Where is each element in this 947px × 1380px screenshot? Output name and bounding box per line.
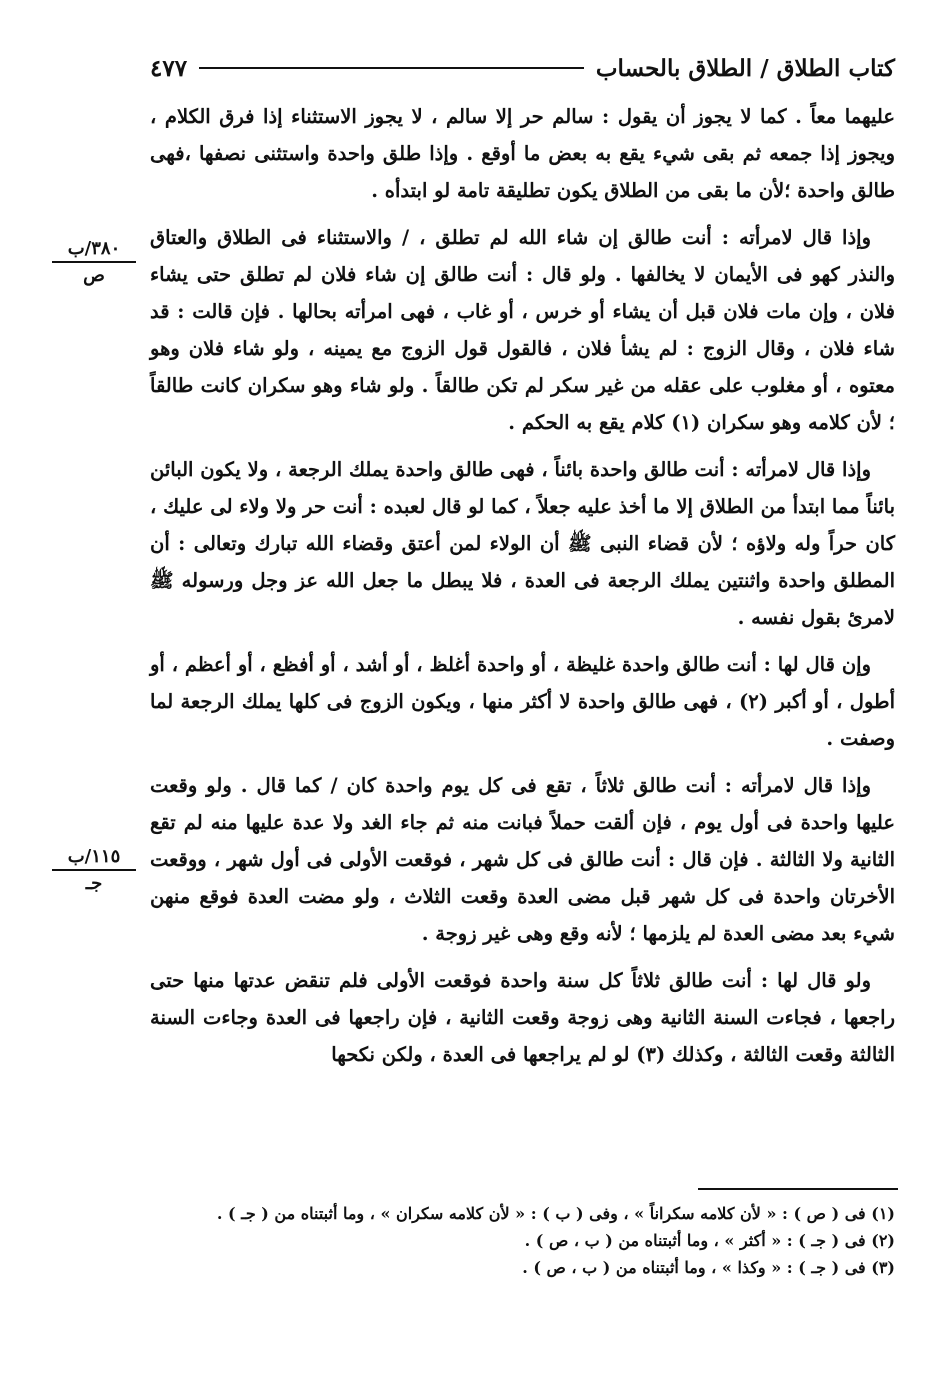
- header-rule: [199, 67, 584, 69]
- chapter-title: كتاب الطلاق / الطلاق بالحساب: [595, 54, 895, 82]
- paragraph-1: عليهما معاً . كما لا يجوز أن يقول : سالم حر إلا سالم ، لا يجوز الاستثناء إذا فرق الكلام ، ويجوز إذا جمعه ثم بقى شيء يقع به بعض ما أوقع . وإذا طلق واحدة واستثنى نصفها ،فهى طالق واحدة ؛لأن ما بقى من الطلاق يكون تطليقة تامة لو ابتدأه .: [150, 105, 895, 202]
- margin-folio-ref: ٣٨٠/ب: [52, 238, 136, 263]
- footnote-2: (٢) فى ( جـ ) : « أكثر » ، وما أثبتناه من ( ب ، ص ) .: [524, 1231, 895, 1250]
- paragraph-3: وإذا قال لامرأته : أنت طالق واحدة بائناً ، فهى طالق واحدة يملك الرجعة ، ولا يكون البائن بائناً مما ابتدأ من الطلاق إلا ما أخذ عليه جعلاً ، كما لو قال لعبده : أنت حر ولا ولاء لى عليك ، كان حراً وله ولاؤه ؛ لأن قضاء النبى ﷺ أن الولاء لمن أعتق وقضاء الله تبارك وتعالى : أن المطلق واحدة واثنتين يملك الرجعة فى العدة ، فلا يبطل ما جعل الله عز وجل ورسوله ﷺ لامرئ بقول نفسه .: [150, 458, 895, 629]
- paragraph-6: ولو قال لها : أنت طالق ثلاثاً كل سنة واحدة فوقعت الأولى فلم تنقض عدتها منها حتى راجعها ، فجاءت السنة الثانية وهى زوجة وقعت الثانية ، فإن راجعها فى العدة وجاءت السنة الثالثة وقعت الثالثة ، وكذلك (٣) لو لم يراجعها فى العدة ، ولكن نكحها: [150, 969, 895, 1066]
- margin-folio-ref: ١١٥/ب: [52, 846, 136, 871]
- paragraph-2: وإذا قال لامرأته : أنت طالق إن شاء الله لم تطلق ، / والاستثناء فى الطلاق والعتاق والنذر كهو فى الأيمان لا يخالفها . ولو قال : أنت طالق إن شاء فلان لم تطلق حتى يشاء فلان ، وإن مات فلان قبل أن يشاء أو خرس ، أو غاب ، فهى امرأته بحالها . فإن قالت : قد شاء فلان ، وقال الزوج : لم يشأ فلان ، فالقول قول الزوج مع يمينه ، ولو شاء فلان وهو معتوه ، أو مغلوب على عقله من غير سكر لم تكن طالقاً . ولو شاء وهو سكران كانت طالقاً ؛ لأن كلامه وهو سكران (١) كلام يقع به الحكم .: [150, 226, 895, 434]
- margin-note-1: [52, 238, 136, 286]
- margin-note-2: [52, 846, 136, 894]
- paragraph-5: وإذا قال لامرأته : أنت طالق ثلاثاً ، تقع فى كل يوم واحدة كان / كما قال . ولو وقعت عليها واحدة فى أول يوم ، فإن ألقت حملاً فبانت منه ثم جاء الغد ولا عدة عليها منه لم تقع الثانية ولا الثالثة . فإن قال : أنت طالق فى كل شهر ، فوقعت الأولى فى أول شهر ، ووقعت الأخرتان واحدة فى كل شهر قبل مضى العدة وقعت الثلاث ، ولو مضت العدة فوقع منهن شيء بعد مضى العدة لم يلزمها ؛ لأنه وقع وهى غير زوجة .: [150, 774, 895, 945]
- running-header: [150, 48, 895, 88]
- paragraph-4: وإن قال لها : أنت طالق واحدة غليظة ، أو واحدة أغلظ ، أو أشد ، أو أفظع ، أو أعظم ، أو أطول ، أو أكبر (٢) ، فهى طالق واحدة لا أكثر منها ، ويكون الزوج فى كلها يملك الرجعة لما وصفت .: [150, 653, 895, 750]
- margin-manuscript-siglum: جـ: [85, 873, 103, 894]
- footnote-1: (١) فى ( ص ) : « لأن كلامه سكراناً » ، وفى ( ب ) : « لأن كلامه سكران » ، وما أثبتناه من ( جـ ) .: [216, 1204, 895, 1223]
- page-number: ٤٧٧: [150, 54, 188, 82]
- footnote-separator: [698, 1188, 898, 1190]
- footnote-3: (٣) فى ( جـ ) : « وكذا » ، وما أثبتناه من ( ب ، ص ) .: [522, 1258, 895, 1277]
- footnotes: [150, 1200, 895, 1281]
- margin-manuscript-siglum: ص: [83, 265, 105, 286]
- main-text: [150, 98, 895, 1073]
